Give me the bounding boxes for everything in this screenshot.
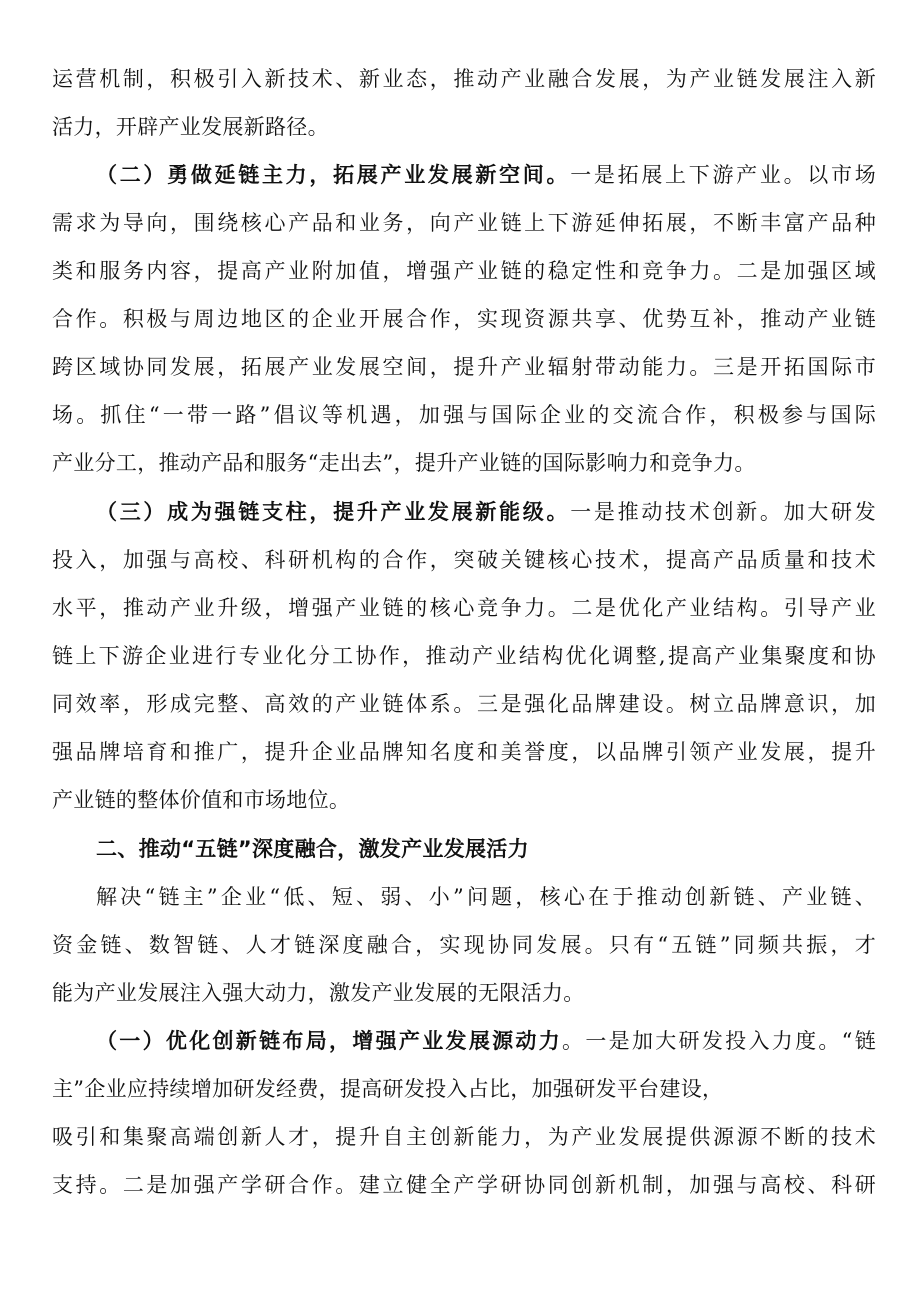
paragraph-line: 场。抓住“一带一路”倡议等机遇，加强与国际企业的交流合作，积极参与国际 <box>52 403 876 427</box>
paragraph-line: 产业分工，推动产品和服务“走出去”，提升产业链的国际影响力和竞争力。 <box>52 451 756 475</box>
subheading-bold: （三）成为强链支柱，提升产业发展新能级。 <box>96 500 571 524</box>
paragraph-line: 类和服务内容，提高产业附加值，增强产业链的稳定性和竞争力。二是加强区域 <box>52 259 876 283</box>
subheading-bold: （一）优化创新链布局，增强产业发展源动力 <box>96 1029 563 1053</box>
subheading-bold: （二）勇做延链主力，拓展产业发展新空间。 <box>96 163 571 187</box>
section-subheading-line: （一）优化创新链布局，增强产业发展源动力。一是加大研发投入力度。“链 <box>96 1029 876 1053</box>
paragraph-line: 强品牌培育和推广，提升企业品牌知名度和美誉度，以品牌引领产业发展，提升 <box>52 740 876 764</box>
paragraph-line: 主”企业应持续增加研发经费，提高研发投入占比，加强研发平台建设， <box>52 1077 724 1101</box>
paragraph-line: 吸引和集聚高端创新人才，提升自主创新能力，为产业发展提供源源不断的技术 <box>52 1125 876 1149</box>
section-heading-text: 二、推动“五链”深度融合，激发产业发展活力 <box>96 837 529 861</box>
paragraph-line: 需求为导向，围绕核心产品和业务，向产业链上下游延伸拓展，不断丰富产品种 <box>52 211 876 235</box>
section-subheading-line: （二）勇做延链主力，拓展产业发展新空间。一是拓展上下游产业。以市场 <box>96 163 876 187</box>
section-subheading-line: （三）成为强链支柱，提升产业发展新能级。一是推动技术创新。加大研发 <box>96 500 876 524</box>
paragraph-line: 跨区域协同发展，拓展产业发展空间，提升产业辐射带动能力。三是开拓国际市 <box>52 355 876 379</box>
section-heading <box>96 834 920 864</box>
paragraph-line: 资金链、数智链、人才链深度融合，实现协同发展。只有“五链”同频共振，才 <box>52 933 876 957</box>
paragraph-line: 链上下游企业进行专业化分工协作，推动产业结构优化调整,提高产业集聚度和协 <box>52 644 876 668</box>
paragraph-line: 水平，推动产业升级，增强产业链的核心竞争力。二是优化产业结构。引导产业 <box>52 596 876 620</box>
paragraph-line: 活力，开辟产业发展新路径。 <box>52 115 329 139</box>
paragraph-line: 支持。二是加强产学研合作。建立健全产学研协同创新机制，加强与高校、科研 <box>52 1173 876 1197</box>
paragraph-line: 同效率，形成完整、高效的产业链体系。三是强化品牌建设。树立品牌意识，加 <box>52 692 876 716</box>
paragraph-line: 能为产业发展注入强大动力，激发产业发展的无限活力。 <box>52 981 585 1005</box>
paragraph-line: 合作。积极与周边地区的企业开展合作，实现资源共享、优势互补，推动产业链 <box>52 307 876 331</box>
paragraph-line: 投入，加强与高校、科研机构的合作，突破关键核心技术，提高产品质量和技术 <box>52 548 876 572</box>
paragraph-line: 运营机制，积极引入新技术、新业态，推动产业融合发展，为产业链发展注入新 <box>52 67 876 91</box>
paragraph-line: 产业链的整体价值和市场地位。 <box>52 788 351 812</box>
paragraph-line: 解决“链主”企业“低、短、弱、小”问题，核心在于推动创新链、产业链、 <box>96 885 876 909</box>
